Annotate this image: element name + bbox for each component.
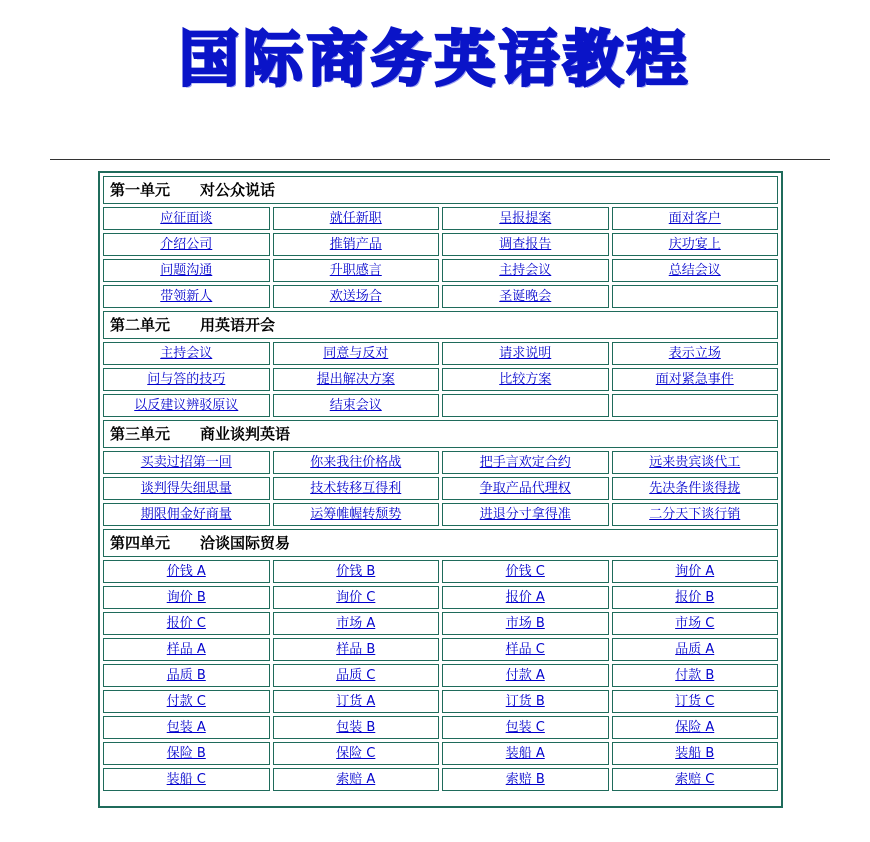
- lesson-link[interactable]: 样品 C: [505, 642, 545, 657]
- lesson-cell: [612, 560, 779, 583]
- lesson-link[interactable]: 升职感言: [329, 263, 382, 278]
- lesson-cell: [442, 394, 609, 417]
- lesson-link[interactable]: 以反建议辨驳原议: [134, 398, 239, 413]
- lesson-cell: [442, 503, 609, 526]
- lesson-row: [103, 451, 778, 474]
- lesson-link[interactable]: 市场 C: [675, 616, 715, 631]
- lesson-row: [103, 207, 778, 230]
- lesson-link[interactable]: 买卖过招第一回: [140, 455, 232, 470]
- lesson-cell: [273, 690, 440, 713]
- lesson-link[interactable]: 包装 B: [336, 720, 376, 735]
- lesson-cell: [103, 233, 270, 256]
- unit-number: 第四单元: [110, 534, 171, 552]
- lesson-link[interactable]: 报价 B: [675, 590, 715, 605]
- lesson-link[interactable]: 面对紧急事件: [655, 372, 734, 387]
- lesson-cell: [273, 612, 440, 635]
- lesson-row: [103, 638, 778, 661]
- lesson-link[interactable]: 包装 A: [166, 720, 206, 735]
- lesson-cell: [442, 560, 609, 583]
- lesson-link[interactable]: 付款 B: [675, 668, 715, 683]
- lesson-link[interactable]: 带领新人: [160, 289, 213, 304]
- lesson-link[interactable]: 品质 A: [675, 642, 715, 657]
- lesson-row: [103, 477, 778, 500]
- lesson-cell: [612, 716, 779, 739]
- lesson-link[interactable]: 期限佣金好商量: [140, 507, 232, 522]
- lesson-cell: [612, 285, 779, 308]
- lesson-cell: [103, 768, 270, 791]
- lesson-link[interactable]: 比较方案: [499, 372, 552, 387]
- lesson-link[interactable]: 装船 A: [505, 746, 545, 761]
- lesson-cell: [103, 368, 270, 391]
- lesson-row: [103, 612, 778, 635]
- lesson-cell: [442, 207, 609, 230]
- lesson-link[interactable]: 你来我往价格战: [310, 455, 402, 470]
- lesson-cell: [442, 451, 609, 474]
- page-title: 国际商务英语教程: [179, 25, 691, 95]
- lesson-cell: [273, 368, 440, 391]
- lesson-table: [100, 173, 781, 794]
- lesson-cell: [103, 477, 270, 500]
- lesson-cell: [273, 716, 440, 739]
- lesson-link[interactable]: 就任新职: [329, 211, 382, 226]
- lesson-link[interactable]: 报价 C: [166, 616, 206, 631]
- lesson-link[interactable]: 主持会议: [160, 346, 213, 361]
- lesson-cell: [273, 477, 440, 500]
- lesson-link[interactable]: 把手言欢定合约: [479, 455, 571, 470]
- unit-header-row: [103, 420, 778, 448]
- lesson-link[interactable]: 先决条件谈得拢: [649, 481, 741, 496]
- lesson-cell: [442, 768, 609, 791]
- lesson-row: [103, 716, 778, 739]
- lesson-cell: [273, 259, 440, 282]
- lesson-cell: [273, 342, 440, 365]
- lesson-cell: [612, 342, 779, 365]
- unit-header: [103, 311, 778, 339]
- lesson-cell: [612, 368, 779, 391]
- lesson-link[interactable]: 应征面谈: [160, 211, 213, 226]
- lesson-link[interactable]: 结束会议: [329, 398, 382, 413]
- lesson-link[interactable]: 询价 B: [166, 590, 206, 605]
- lesson-link[interactable]: 询价 A: [675, 564, 715, 579]
- lesson-cell: [612, 394, 779, 417]
- lesson-link[interactable]: 进退分寸拿得准: [479, 507, 571, 522]
- lesson-cell: [273, 560, 440, 583]
- lesson-row: [103, 259, 778, 282]
- lesson-link[interactable]: 技术转移互得利: [310, 481, 402, 496]
- lesson-link[interactable]: 同意与反对: [323, 346, 389, 361]
- lesson-cell: [103, 690, 270, 713]
- lesson-link[interactable]: 价钱 C: [505, 564, 545, 579]
- lesson-cell: [103, 612, 270, 635]
- lesson-row: [103, 342, 778, 365]
- lesson-row: [103, 742, 778, 765]
- lesson-cell: [103, 664, 270, 687]
- lesson-cell: [612, 233, 779, 256]
- lesson-cell: [103, 394, 270, 417]
- unit-number: 第一单元: [110, 181, 171, 199]
- lesson-row: [103, 586, 778, 609]
- lesson-link[interactable]: 包装 C: [505, 720, 545, 735]
- unit-header-row: [103, 311, 778, 339]
- lesson-link[interactable]: 远来贵宾谈代工: [649, 455, 741, 470]
- lesson-cell: [612, 477, 779, 500]
- lesson-cell: [442, 285, 609, 308]
- horizontal-divider: [50, 159, 830, 160]
- lesson-link[interactable]: 样品 B: [336, 642, 376, 657]
- lesson-cell: [612, 742, 779, 765]
- lesson-cell: [442, 259, 609, 282]
- lesson-cell: [273, 742, 440, 765]
- lesson-link[interactable]: 索赔 A: [336, 772, 376, 787]
- lesson-cell: [103, 586, 270, 609]
- lesson-cell: [103, 742, 270, 765]
- lesson-cell: [442, 368, 609, 391]
- lesson-link[interactable]: 索赔 B: [505, 772, 545, 787]
- lesson-cell: [612, 638, 779, 661]
- lesson-cell: [273, 768, 440, 791]
- lesson-cell: [442, 716, 609, 739]
- lesson-cell: [103, 503, 270, 526]
- lesson-link[interactable]: 调查报告: [499, 237, 552, 252]
- lesson-link[interactable]: 问题沟通: [160, 263, 213, 278]
- lesson-cell: [103, 451, 270, 474]
- lesson-cell: [103, 259, 270, 282]
- lesson-row: [103, 690, 778, 713]
- lesson-link[interactable]: 保险 C: [336, 746, 376, 761]
- lesson-row: [103, 560, 778, 583]
- lesson-cell: [442, 586, 609, 609]
- lesson-cell: [612, 690, 779, 713]
- lesson-cell: [612, 451, 779, 474]
- lesson-cell: [273, 394, 440, 417]
- lesson-link[interactable]: 订货 B: [505, 694, 545, 709]
- lesson-link[interactable]: 市场 B: [505, 616, 545, 631]
- lesson-cell: [273, 285, 440, 308]
- lesson-link[interactable]: 价钱 B: [336, 564, 376, 579]
- lesson-link[interactable]: 圣诞晚会: [499, 289, 552, 304]
- lesson-cell: [612, 768, 779, 791]
- lesson-cell: [103, 560, 270, 583]
- lesson-link[interactable]: 样品 A: [166, 642, 206, 657]
- lesson-link[interactable]: 品质 C: [336, 668, 376, 683]
- unit-name: 商业谈判英语: [200, 425, 291, 443]
- lesson-link[interactable]: 品质 B: [166, 668, 206, 683]
- lesson-cell: [273, 586, 440, 609]
- unit-header: [103, 176, 778, 204]
- lesson-cell: [273, 503, 440, 526]
- lesson-cell: [612, 259, 779, 282]
- lesson-cell: [273, 664, 440, 687]
- lesson-row: [103, 233, 778, 256]
- lesson-cell: [612, 503, 779, 526]
- lesson-link[interactable]: 表示立场: [668, 346, 721, 361]
- lesson-cell: [273, 451, 440, 474]
- lesson-link[interactable]: 订货 C: [675, 694, 715, 709]
- lesson-cell: [442, 612, 609, 635]
- lesson-link[interactable]: 装船 C: [166, 772, 206, 787]
- lesson-cell: [103, 716, 270, 739]
- lesson-link[interactable]: 市场 A: [336, 616, 376, 631]
- unit-number: 第三单元: [110, 425, 171, 443]
- lesson-link[interactable]: 询价 C: [336, 590, 376, 605]
- lesson-row: [103, 368, 778, 391]
- unit-header: [103, 420, 778, 448]
- lesson-cell: [442, 638, 609, 661]
- lesson-link[interactable]: 总结会议: [668, 263, 721, 278]
- unit-header: [103, 529, 778, 557]
- lesson-link[interactable]: 谈判得失细思量: [140, 481, 232, 496]
- lesson-link[interactable]: 提出解决方案: [316, 372, 395, 387]
- lesson-cell: [612, 207, 779, 230]
- lesson-link[interactable]: 庆功宴上: [668, 237, 721, 252]
- lesson-cell: [612, 586, 779, 609]
- lesson-row: [103, 394, 778, 417]
- lesson-cell: [612, 612, 779, 635]
- lesson-link[interactable]: 推销产品: [329, 237, 382, 252]
- lesson-cell: [442, 342, 609, 365]
- lesson-link[interactable]: 报价 A: [505, 590, 545, 605]
- lesson-cell: [273, 233, 440, 256]
- unit-name: 对公众说话: [200, 181, 276, 199]
- lesson-cell: [273, 638, 440, 661]
- lesson-cell: [103, 342, 270, 365]
- lesson-cell: [442, 664, 609, 687]
- lesson-link[interactable]: 面对客户: [668, 211, 721, 226]
- lesson-cell: [442, 233, 609, 256]
- lesson-cell: [442, 477, 609, 500]
- unit-header-row: [103, 529, 778, 557]
- lesson-cell: [103, 638, 270, 661]
- lesson-link[interactable]: 请求说明: [499, 346, 552, 361]
- lesson-row: [103, 285, 778, 308]
- lesson-link[interactable]: 索赔 C: [675, 772, 715, 787]
- lesson-link[interactable]: 问与答的技巧: [147, 372, 226, 387]
- unit-name: 用英语开会: [200, 316, 276, 334]
- lesson-link[interactable]: 欢送场合: [329, 289, 382, 304]
- lesson-link[interactable]: 介绍公司: [160, 237, 213, 252]
- unit-header-row: [103, 176, 778, 204]
- lesson-link[interactable]: 争取产品代理权: [479, 481, 571, 496]
- lesson-link[interactable]: 订货 A: [336, 694, 376, 709]
- lesson-cell: [273, 207, 440, 230]
- lesson-link[interactable]: 保险 A: [675, 720, 715, 735]
- lesson-link[interactable]: 运筹帷幄转颓势: [310, 507, 402, 522]
- lesson-row: [103, 768, 778, 791]
- lesson-link[interactable]: 主持会议: [499, 263, 552, 278]
- lesson-cell: [103, 285, 270, 308]
- lesson-table-container: [98, 171, 783, 808]
- unit-name: 洽谈国际贸易: [200, 534, 291, 552]
- lesson-cell: [612, 664, 779, 687]
- lesson-link[interactable]: 呈报提案: [499, 211, 552, 226]
- lesson-cell: [442, 742, 609, 765]
- lesson-link[interactable]: 二分天下谈行销: [649, 507, 741, 522]
- lesson-link[interactable]: 价钱 A: [166, 564, 206, 579]
- lesson-link[interactable]: 保险 B: [166, 746, 206, 761]
- lesson-link[interactable]: 付款 A: [505, 668, 545, 683]
- lesson-cell: [103, 207, 270, 230]
- lesson-link[interactable]: 装船 B: [675, 746, 715, 761]
- lesson-cell: [442, 690, 609, 713]
- lesson-row: [103, 503, 778, 526]
- lesson-link[interactable]: 付款 C: [166, 694, 206, 709]
- unit-number: 第二单元: [110, 316, 171, 334]
- lesson-row: [103, 664, 778, 687]
